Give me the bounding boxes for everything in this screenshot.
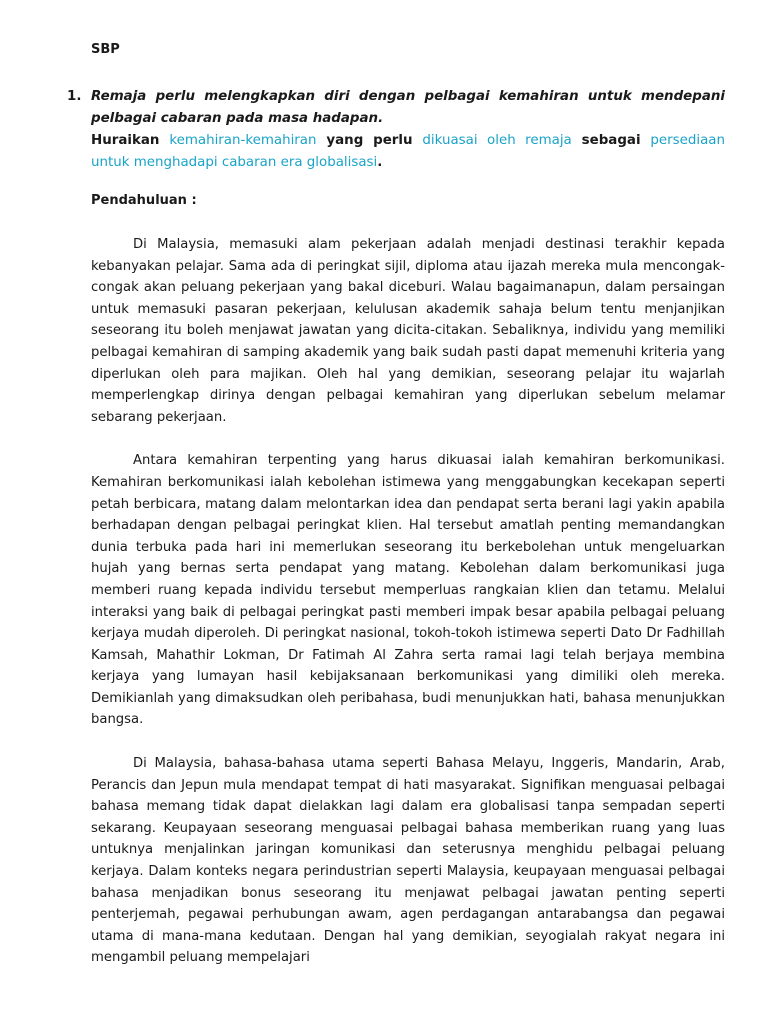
paragraph: Di Malaysia, bahasa-bahasa utama seperti Bahasa Melayu, Inggeris, Mandarin, Arab, Perancis dan Jepun mula mendapat tempat di hati masyarakat. Signifikan menguasai pelbagai bahasa memang tidak dapat dielakkan lagi dalam era globalisasi tanpa sempadan seperti sekarang. Keupayaan seseorang menguasai pelbagai bahasa memberikan ruang yang luas untuknya menjalinkan jaringan komunikasi dan seterusnya menghidu pelbagai peluang kerjaya. Dalam konteks negara perindustrian seperti Malaysia, keupayaan menguasai pelbagai bahasa menjadikan bonus seseorang itu menjawat pelbagai jawatan penting seperti penterjemah, pegawai perhubungan awam, agen perdagangan antarabangsa dan pegawai utama di mana-mana kedutaan. Dengan hal yang demikian, seyogialah rakyat negara ini mengambil peluang mempelajari bbox=[91, 756, 725, 966]
question-end-punct: . bbox=[377, 155, 383, 170]
question-highlight-mastered: dikuasai oleh remaja bbox=[422, 133, 572, 148]
paragraph: Di Malaysia, memasuki alam pekerjaan adalah menjadi destinasi terakhir kepada kebanyakan pelajar. Sama ada di peringkat sijil, diploma atau ijazah mereka mula mencongak-congak akan peluang pekerjaan yang bakal diceburi. Walau bagaimanapun, dalam persaingan untuk memasuki pasaran pekerjaan, kelulusan akademik sahaja belum tentu menjanjikan seseorang itu boleh menjawat jawatan yang dicita-citakan. Sebaliknya, individu yang memiliki pelbagai kemahiran di samping akademik yang baik sudah pasti dapat memenuhi kriteria yang diperlukan oleh para majikan. Oleh hal yang demikian, seseorang pelajar itu wajarlah memperlengkap dirinya dengan pelbagai kemahiran yang diperlukan sebelum melamar sebarang pekerjaan. bbox=[91, 237, 725, 425]
paragraph: Antara kemahiran terpenting yang harus dikuasai ialah kemahiran berkomunikasi. Kemahiran berkomunikasi ialah kebolehan istimewa yang menggabungkan kecekapan seperti petah berbicara, matang dalam melontarkan idea dan pendapat serta berani lagi yakin apabila berhadapan dengan pelbagai peringkat klien. Hal tersebut amatlah penting memandangkan dunia terbuka pada hari ini memerlukan seseorang itu berkebolehan untuk mengeluarkan hujah yang bernas serta pendapat yang matang. Kebolehan dalam berkomunikasi juga memberi ruang kepada individu tersebut memperluas rangkaian klien dan tetamu. Melalui interaksi yang baik di pelbagai peringkat pasti memberi impak besar apabila pelbagai peluang kerjaya mudah diperoleh. Di peringkat nasional, tokoh-tokoh istimewa seperti Dato Dr Fadhillah Kamsah, Mahathir Lokman, Dr Fatimah Al Zahra serta ramai lagi telah berjaya membina kerjaya yang lumayan hasil kebijaksanaan berkomunikasi yang dimiliki oleh mereka. Demikianlah yang dimaksudkan oleh peribahasa, budi menunjukkan hati, bahasa menunjukkan bangsa. bbox=[91, 453, 725, 728]
question-number: 1. bbox=[67, 89, 82, 104]
question-line-1: Remaja perlu melengkapkan diri dengan pelbagai kemahiran untuk mendepani pelbagai cabaran pada masa hadapan. bbox=[91, 89, 725, 126]
question-highlight-skills: kemahiran-kemahiran bbox=[169, 133, 317, 148]
question-mid: yang perlu bbox=[326, 133, 413, 148]
question-suffix: sebagai bbox=[581, 133, 641, 148]
essay-question bbox=[67, 86, 725, 174]
section-title: Pendahuluan : bbox=[91, 193, 197, 208]
question-highlight-preparation: persediaan untuk menghadapi cabaran era globalisasi bbox=[91, 133, 725, 170]
essay-body bbox=[91, 234, 725, 991]
document-header: SBP bbox=[91, 42, 120, 57]
question-body bbox=[91, 86, 725, 174]
question-prefix: Huraikan bbox=[91, 133, 160, 148]
